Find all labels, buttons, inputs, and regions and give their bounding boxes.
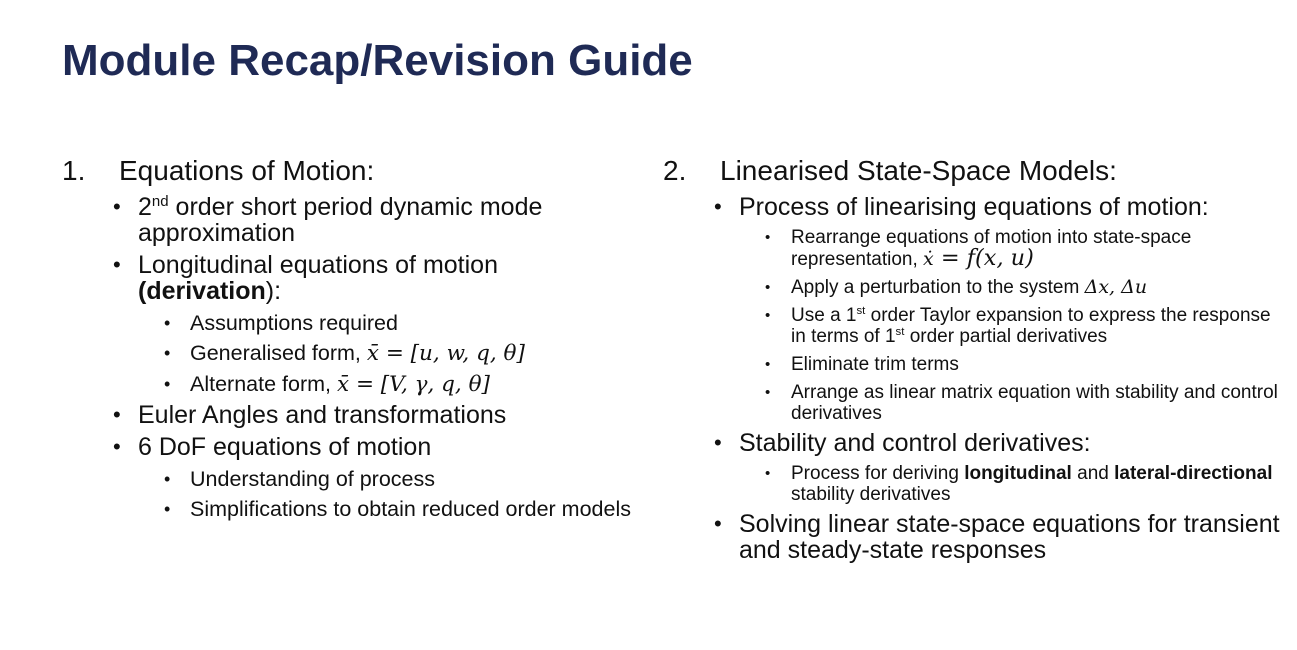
section-linearised-state-space xyxy=(663,154,1283,563)
state-derivative: ẋ xyxy=(923,248,934,270)
sub-bullet-matrix-equation: • Arrange as linear matrix equation with stability and control derivatives xyxy=(663,382,1283,424)
sub-bullet-eliminate-trim: • Eliminate trim terms xyxy=(663,354,1283,375)
section-heading xyxy=(663,154,1283,188)
bullet-6dof-equations: • 6 DoF equations of motion xyxy=(62,434,642,460)
bullet-short-period-mode: • 2nd order short period dynamic mode approximation xyxy=(62,194,642,246)
bullet-solving-equations: • Solving linear state-space equations for transient and steady-state responses xyxy=(663,511,1283,563)
section-title: Linearised State-Space Models: xyxy=(720,155,1117,186)
sub-bullet-alternate-form: • Alternate form, x̄ = [V, γ, q, θ] xyxy=(62,373,642,396)
bullet-linearising-process: • Process of linearising equations of motion: xyxy=(663,194,1283,220)
page-title: Module Recap/Revision Guide xyxy=(62,36,693,85)
bullet-stability-control-derivatives: • Stability and control derivatives: xyxy=(663,430,1283,456)
sub-bullet-taylor-expansion: • Use a 1st order Taylor expansion to express the response in terms of 1st order partial derivatives xyxy=(663,305,1283,347)
bullet-longitudinal-equations: • Longitudinal equations of motion (derivation): xyxy=(62,252,642,304)
sub-bullet-deriving-derivatives: • Process for deriving longitudinal and lateral-directional stability derivatives xyxy=(663,463,1283,505)
alternate-state-vector: x̄ = [V, γ, q, θ] xyxy=(336,372,490,397)
section-number: 1. xyxy=(62,155,86,186)
section-number: 2. xyxy=(663,155,687,186)
sub-bullet-understanding-process: • Understanding of process xyxy=(62,468,642,490)
bullet-euler-angles: • Euler Angles and transformations xyxy=(62,402,642,428)
perturbation-terms: Δx, Δu xyxy=(1084,276,1148,298)
state-function: = f(x, u) xyxy=(933,245,1034,271)
sub-bullet-simplifications: • Simplifications to obtain reduced order models xyxy=(62,498,642,520)
generalised-state-vector: x̄ = [u, w, q, θ] xyxy=(366,341,525,366)
sub-bullet-assumptions: • Assumptions required xyxy=(62,312,642,334)
section-title: Equations of Motion: xyxy=(119,155,375,186)
sub-bullet-generalised-form: • Generalised form, x̄ = [u, w, q, θ] xyxy=(62,342,642,365)
section-heading xyxy=(62,154,642,188)
sub-bullet-perturbation: • Apply a perturbation to the system Δx, Δu xyxy=(663,277,1283,298)
sub-bullet-state-space-representation: • Rearrange equations of motion into state-space representation, ẋ = f(x, u) xyxy=(663,227,1283,270)
section-equations-of-motion xyxy=(62,154,642,520)
